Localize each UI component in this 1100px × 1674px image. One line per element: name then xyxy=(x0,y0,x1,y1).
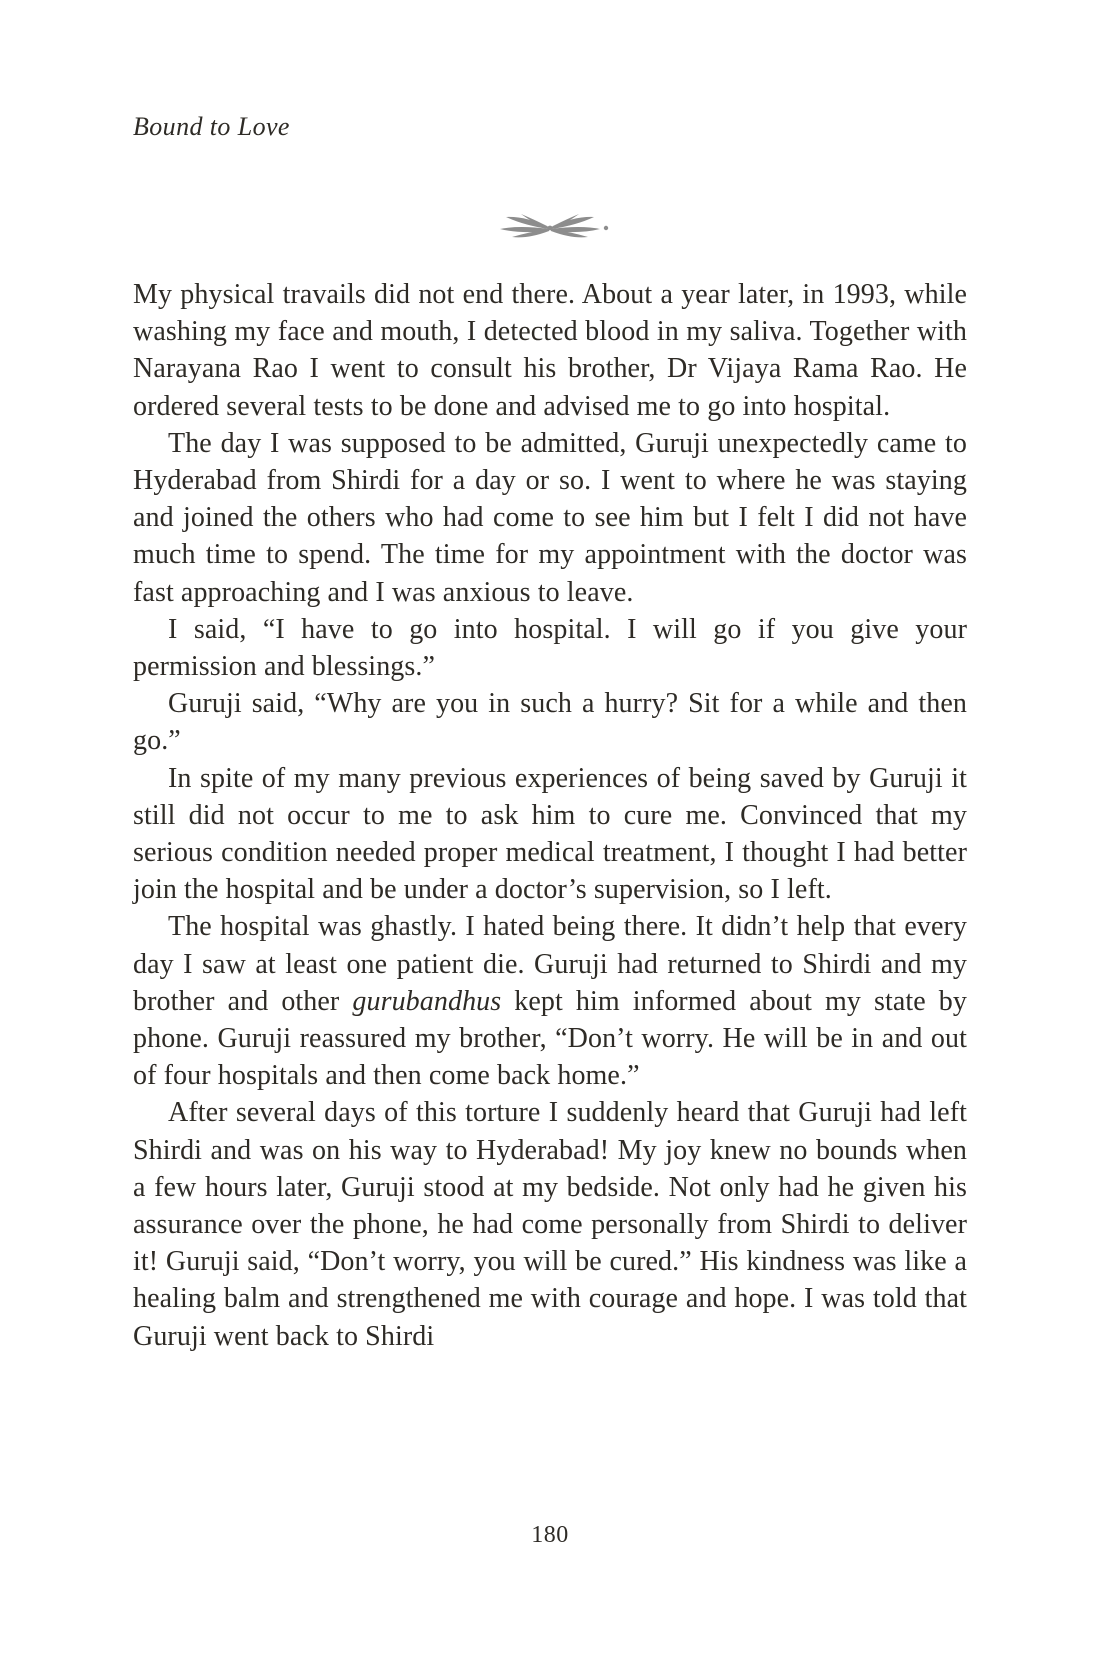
paragraph xyxy=(133,685,967,759)
section-divider xyxy=(0,208,1100,248)
text-run: In spite of my many previous experiences of being saved by Guruji it still did not occur to me to ask him to cure me. Convinced that my serious condition needed proper medical treatment, I thought I had better join the hospital and be under a doctor’s supervision, so I left. xyxy=(133,762,967,906)
paragraph xyxy=(133,611,967,685)
text-run: I said, “I have to go into hospital. I will go if you give your permission and blessings.” xyxy=(133,613,967,683)
text-run: The hospital was ghastly. I hated being there. It didn’t help that every day I saw at least one patient die. Guruji had returned to Shirdi and my brother and other xyxy=(133,911,967,1017)
text-run: kept him informed about my state by phone. Guruji reassured my brother, “Don’t worry. He will be in and out of four hospitals and then come back home.” xyxy=(133,985,967,1092)
paragraph xyxy=(133,425,967,611)
text-run: After several days of this torture I suddenly heard that Guruji had left Shirdi and was on his way to Hyderabad! My joy knew no bounds when a few hours later, Guruji stood at my bedside. Not only had he given his assurance over the phone, he had come personally from Shirdi to deliver it! Guruji said, “Don’t worry, you will be cured.” His kindness was like a healing balm and strengthened me with courage and hope. I was told that Guruji went back to Shirdi xyxy=(133,1097,967,1352)
body-text xyxy=(133,276,967,1355)
text-run: The day I was supposed to be admitted, Guruji unexpectedly came to Hyderabad from Shirdi for a day or so. I went to where he was staying and joined the others who had come to see him but I felt I did not have much time to spend. The time for my appointment with the doctor was fast approaching and I was anxious to leave. xyxy=(133,427,967,608)
text-run: My physical travails did not end there. About a year later, in 1993, while washing my face and mouth, I detected blood in my saliva. Together with Narayana Rao I went to consult his brother, Dr Vijaya Rama Rao. He ordered several tests to be done and advised me to go into hospital. xyxy=(133,279,967,422)
paragraph xyxy=(133,276,967,425)
running-header-title: Bound to Love xyxy=(133,112,290,141)
paragraph xyxy=(133,908,967,1094)
paragraph xyxy=(133,760,967,909)
italic-term: gurubandhus xyxy=(352,985,502,1017)
page-footer xyxy=(0,1522,1100,1549)
fleuron-icon xyxy=(487,208,613,248)
paragraph xyxy=(133,1094,967,1354)
text-run: Guruji said, “Why are you in such a hurry? Sit for a while and then go.” xyxy=(133,688,967,757)
page-number: 180 xyxy=(531,1522,569,1548)
